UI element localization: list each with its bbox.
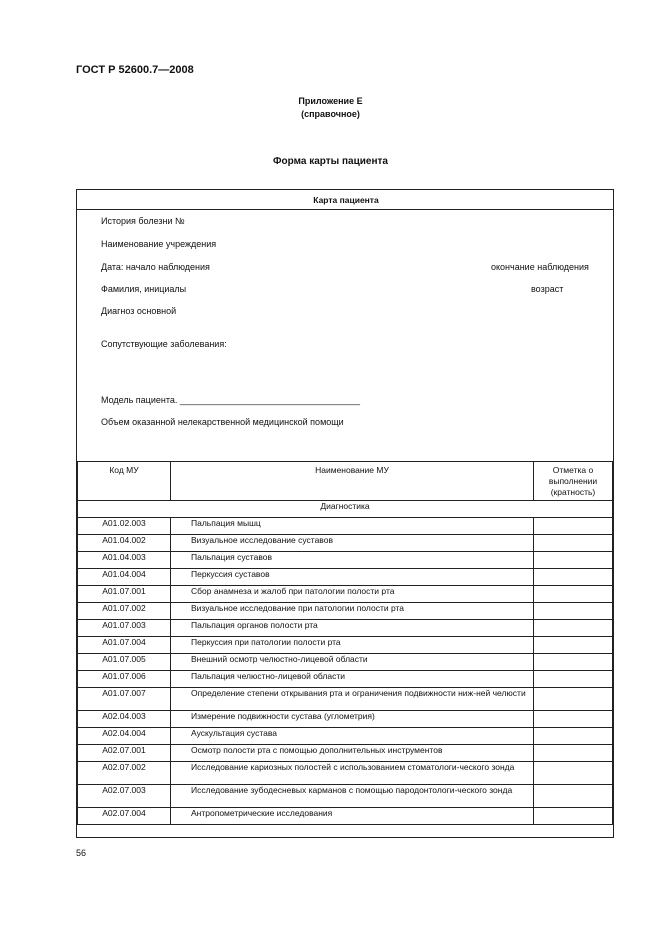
procedure-code: A01.04.002 — [78, 535, 171, 552]
procedure-name: Антропометрические исследования — [171, 808, 534, 825]
procedure-name: Измерение подвижности сустава (углометрия) — [171, 711, 534, 728]
card-title-divider — [77, 209, 613, 210]
completion-mark-cell[interactable] — [534, 569, 613, 586]
table-row — [78, 620, 613, 637]
table-row — [78, 728, 613, 745]
case-history-label: История болезни № — [101, 216, 185, 226]
procedure-name: Пальпация челюстно-лицевой области — [171, 671, 534, 688]
procedure-name: Определение степени открывания рта и ограничения подвижности ниж-ней челюсти — [171, 688, 534, 711]
table-row — [78, 654, 613, 671]
section-row — [78, 501, 613, 518]
procedure-code: A01.07.004 — [78, 637, 171, 654]
procedure-code: A02.07.002 — [78, 762, 171, 785]
procedure-name: Пальпация органов полости рта — [171, 620, 534, 637]
table-row — [78, 603, 613, 620]
completion-mark-cell[interactable] — [534, 552, 613, 569]
completion-mark-cell[interactable] — [534, 688, 613, 711]
section-label: Диагностика — [78, 501, 613, 518]
procedure-name: Исследование кариозных полостей с использованием стоматологи-ческого зонда — [171, 762, 534, 785]
procedure-name: Исследование зубодесневых карманов с помощью пародонтологи-ческого зонда — [171, 785, 534, 808]
patient-card-frame — [76, 189, 614, 838]
procedure-code: A01.07.002 — [78, 603, 171, 620]
name-label: Фамилия, инициалы — [101, 284, 187, 294]
table-row — [78, 586, 613, 603]
procedure-code: A02.04.004 — [78, 728, 171, 745]
appendix-subtitle: (справочное) — [301, 109, 360, 119]
table-row — [78, 671, 613, 688]
standard-header: ГОСТ Р 52600.7—2008 — [76, 64, 194, 76]
col-mark-header: Отметка о выполнении (кратность) — [534, 462, 613, 501]
procedure-name: Перкуссия при патологии полости рта — [171, 637, 534, 654]
completion-mark-cell[interactable] — [534, 671, 613, 688]
institution-label: Наименование учреждения — [101, 239, 217, 249]
completion-mark-cell[interactable] — [534, 620, 613, 637]
procedures-table — [77, 461, 613, 825]
patient-model-label: Модель пациента. ____________________________________ — [101, 395, 361, 405]
completion-mark-cell[interactable] — [534, 762, 613, 785]
completion-mark-cell[interactable] — [534, 637, 613, 654]
completion-mark-cell[interactable] — [534, 785, 613, 808]
procedure-code: A01.04.004 — [78, 569, 171, 586]
procedure-code: A01.04.003 — [78, 552, 171, 569]
table-row — [78, 518, 613, 535]
completion-mark-cell[interactable] — [534, 586, 613, 603]
diagnosis-label: Диагноз основной — [101, 306, 177, 316]
age-label: возраст — [531, 284, 564, 294]
date-end-label: окончание наблюдения — [491, 262, 589, 272]
appendix-title: Приложение Е — [298, 96, 363, 106]
procedure-name: Пальпация суставов — [171, 552, 534, 569]
table-row — [78, 762, 613, 785]
table-row — [78, 808, 613, 825]
completion-mark-cell[interactable] — [534, 728, 613, 745]
table-row — [78, 711, 613, 728]
procedure-code: A02.07.001 — [78, 745, 171, 762]
completion-mark-cell[interactable] — [534, 711, 613, 728]
form-title: Форма карты пациента — [273, 156, 388, 167]
procedure-name: Сбор анамнеза и жалоб при патологии полости рта — [171, 586, 534, 603]
procedure-code: A01.07.005 — [78, 654, 171, 671]
completion-mark-cell[interactable] — [534, 808, 613, 825]
procedure-code: A01.07.003 — [78, 620, 171, 637]
procedure-code: A02.04.003 — [78, 711, 171, 728]
care-volume-label: Объем оказанной нелекарственной медицинской помощи — [101, 417, 344, 427]
completion-mark-cell[interactable] — [534, 745, 613, 762]
comorbid-label: Сопутствующие заболевания: — [101, 339, 227, 349]
procedure-code: A01.07.006 — [78, 671, 171, 688]
completion-mark-cell[interactable] — [534, 654, 613, 671]
table-row — [78, 552, 613, 569]
completion-mark-cell[interactable] — [534, 518, 613, 535]
procedure-code: A01.07.001 — [78, 586, 171, 603]
card-title: Карта пациента — [313, 195, 379, 205]
procedure-code: A02.07.003 — [78, 785, 171, 808]
table-row — [78, 785, 613, 808]
table-row — [78, 688, 613, 711]
table-row — [78, 569, 613, 586]
procedure-name: Аускультация сустава — [171, 728, 534, 745]
completion-mark-cell[interactable] — [534, 603, 613, 620]
procedure-name: Пальпация мышц — [171, 518, 534, 535]
procedure-code: A01.07.007 — [78, 688, 171, 711]
procedure-code: A01.02.003 — [78, 518, 171, 535]
procedure-name: Перкуссия суставов — [171, 569, 534, 586]
procedure-name: Осмотр полости рта с помощью дополнительных инструментов — [171, 745, 534, 762]
procedure-name: Визуальное исследование при патологии полости рта — [171, 603, 534, 620]
procedure-name: Визуальное исследование суставов — [171, 535, 534, 552]
col-name-header: Наименование МУ — [171, 462, 534, 501]
table-row — [78, 637, 613, 654]
page-number: 56 — [76, 848, 87, 858]
col-code-header: Код МУ — [78, 462, 171, 501]
table-row — [78, 745, 613, 762]
table-row — [78, 535, 613, 552]
completion-mark-cell[interactable] — [534, 535, 613, 552]
procedure-name: Внешний осмотр челюстно-лицевой области — [171, 654, 534, 671]
date-start-label: Дата: начало наблюдения — [101, 262, 210, 272]
procedure-code: A02.07.004 — [78, 808, 171, 825]
table-header-row — [78, 462, 613, 501]
